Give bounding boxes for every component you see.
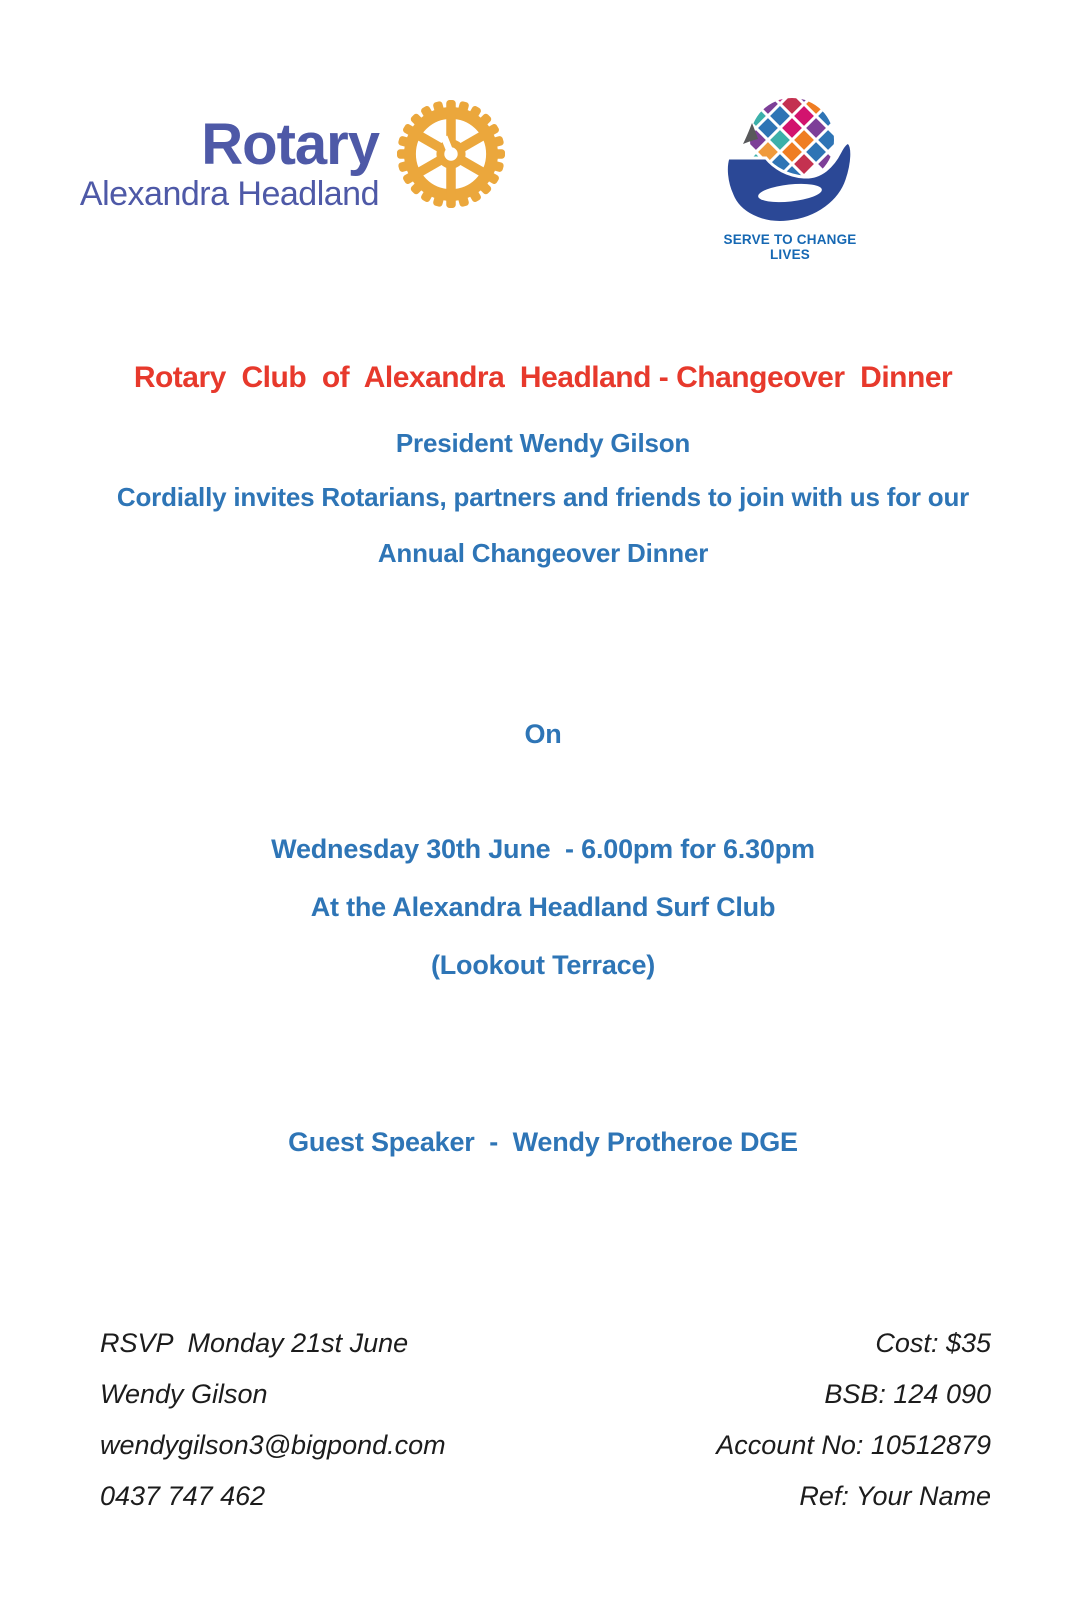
cost-line: Cost: $35 xyxy=(875,1328,991,1358)
venue-line: At the Alexandra Headland Surf Club xyxy=(310,892,776,922)
club-name: Alexandra Headland xyxy=(79,175,379,213)
payment-block xyxy=(716,1326,991,1530)
rsvp-contact-block xyxy=(100,1326,446,1530)
invite-line: Cordially invites Rotarians, partners and friends to join with us for our xyxy=(116,482,970,512)
event-title: Rotary Club of Alexandra Headland - Changeover Dinner xyxy=(133,361,953,394)
president-line: President Wendy Gilson xyxy=(395,428,691,458)
ref-line: Ref: Your Name xyxy=(799,1481,991,1511)
account-line: Account No: 10512879 xyxy=(716,1430,991,1460)
guest-speaker-line: Guest Speaker - Wendy Protheroe DGE xyxy=(288,1127,798,1157)
event-name-line: Annual Changeover Dinner xyxy=(377,538,709,568)
email-text: wendygilson3@bigpond.com xyxy=(100,1430,446,1460)
on-label: On xyxy=(524,719,562,749)
serve-theme-logo xyxy=(712,96,868,262)
rotary-wheel-icon xyxy=(397,100,505,208)
phone-text: 0437 747 462 xyxy=(100,1481,266,1511)
bsb-line: BSB: 124 090 xyxy=(824,1379,991,1409)
theme-tagline: SERVE TO CHANGE LIVES xyxy=(723,232,861,262)
date-time-line: Wednesday 30th June - 6.00pm for 6.30pm xyxy=(271,834,815,864)
rotary-wordmark: Rotary xyxy=(201,112,379,177)
rotary-logo-text xyxy=(79,112,379,213)
venue-detail-line: (Lookout Terrace) xyxy=(430,950,656,980)
hand-globe-icon xyxy=(720,96,860,230)
rsvp-line: RSVP Monday 21st June xyxy=(100,1328,409,1358)
rotary-club-logo xyxy=(55,95,505,235)
contact-name-line: Wendy Gilson xyxy=(100,1379,268,1409)
